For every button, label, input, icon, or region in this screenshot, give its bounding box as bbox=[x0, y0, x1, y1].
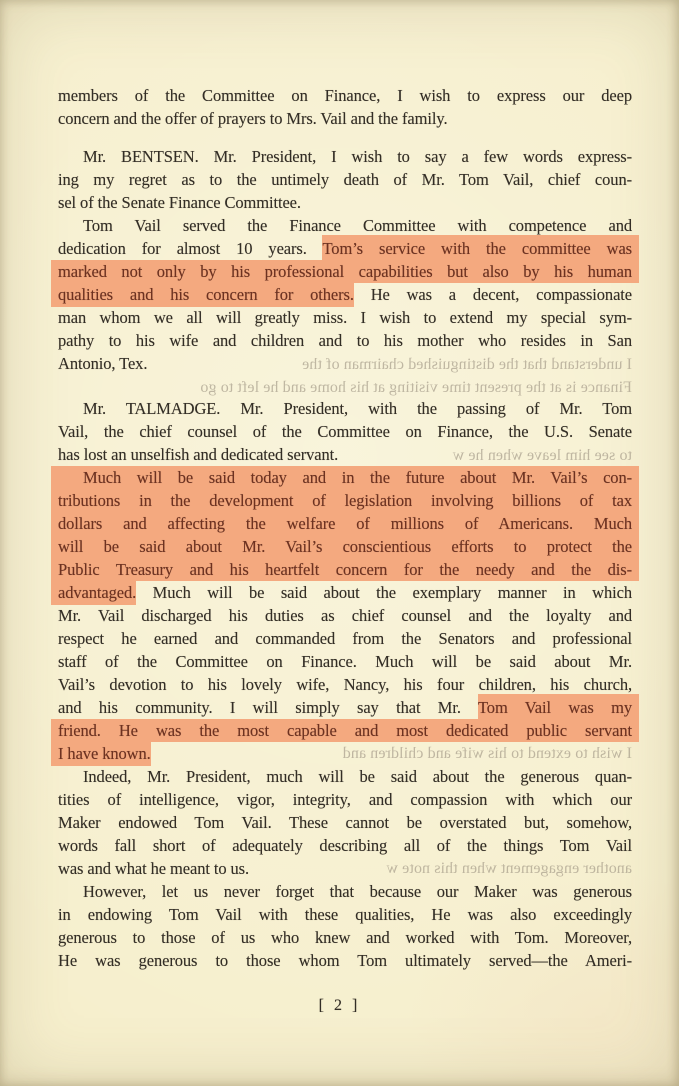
text-line-highlighted bbox=[58, 535, 632, 558]
highlight: Tom’s service with the committee was bbox=[322, 235, 639, 261]
bleed-through-text: Finance is at the present time visiting at his home and he left to go bbox=[200, 379, 632, 396]
text-line bbox=[58, 168, 632, 191]
text-line bbox=[58, 673, 632, 696]
text-segment: Much will be said today and in the future about Mr. Vail’s con- bbox=[83, 468, 632, 487]
text-segment: and his community. I will simply say that Mr. bbox=[58, 698, 478, 717]
bleed-through-text: to see him leave when he w bbox=[452, 447, 632, 464]
text-line bbox=[58, 926, 632, 949]
text-line-highlighted bbox=[58, 489, 632, 512]
highlight: advantaged. bbox=[51, 579, 136, 605]
text-segment: Tom Vail served the Finance Committee with competence and bbox=[83, 216, 632, 235]
text-line bbox=[58, 696, 632, 719]
bleed-through-text: I understand that the distinguished chairman of the bbox=[302, 356, 632, 373]
page-number: [ 2 ] bbox=[318, 997, 361, 1014]
text-line bbox=[58, 604, 632, 627]
text-segment: will be said about Mr. Vail’s conscientious efforts to protect the bbox=[58, 537, 632, 556]
text-line-highlighted bbox=[58, 558, 632, 581]
text-line-highlighted bbox=[58, 260, 632, 283]
text-segment: respect he earned and commanded from the Senators and professional bbox=[58, 629, 632, 648]
bleed-through-text: another engagement when this note w bbox=[386, 860, 632, 877]
text-line bbox=[58, 352, 632, 375]
text-segment: He was generous to those whom Tom ultimately served—the Ameri- bbox=[58, 951, 632, 970]
paragraph bbox=[58, 84, 632, 130]
text-segment: members of the Committee on Finance, I wish to express our deep bbox=[58, 86, 632, 105]
text-segment: tities of intelligence, vigor, integrity, and compassion with which our bbox=[58, 790, 632, 809]
text-line bbox=[58, 788, 632, 811]
paragraph bbox=[58, 145, 632, 214]
text-segment: Vail, the chief counsel of the Committee on Finance, the U.S. Senate bbox=[58, 422, 632, 441]
text-segment: Vail’s devotion to his lovely wife, Nancy, his four children, his church, bbox=[58, 675, 632, 694]
text-segment: man whom we all will greatly miss. I wish to extend my special sym- bbox=[58, 308, 632, 327]
text-line bbox=[58, 742, 632, 765]
text-line bbox=[58, 765, 632, 788]
text-segment: was and what he meant to us. bbox=[58, 859, 250, 878]
text-segment: words fall short of adequately describing all of the things Tom Vail bbox=[58, 836, 632, 855]
text-segment: friend. He was the most capable and most dedicated public servant bbox=[58, 721, 632, 740]
text-segment: pathy to his wife and children and to his mother who resides in San bbox=[58, 331, 632, 350]
bentsen-remarks bbox=[58, 145, 632, 375]
text-line bbox=[58, 237, 632, 260]
text-segment: He was a decent, compassionate bbox=[353, 285, 632, 304]
text-line-highlighted bbox=[58, 719, 632, 742]
bleed-through-text: I wish to extend to his wife and children and bbox=[342, 745, 632, 762]
text-line bbox=[58, 443, 632, 466]
text-segment: Indeed, Mr. President, much will be said about the generous quan- bbox=[83, 767, 632, 786]
text-line bbox=[58, 857, 632, 880]
text-line-highlighted bbox=[58, 466, 632, 489]
talmadge-remarks bbox=[58, 397, 632, 972]
text-segment: sel of the Senate Finance Committee. bbox=[58, 193, 301, 212]
text-segment: tributions in the development of legislation involving billions of tax bbox=[58, 491, 632, 510]
text-segment: dedication for almost 10 years. bbox=[58, 239, 323, 258]
text-line bbox=[58, 811, 632, 834]
highlight: qualities and his concern for others. bbox=[51, 281, 354, 307]
text-segment: Maker endowed Tom Vail. These cannot be overstated but, somehow, bbox=[58, 813, 632, 832]
text-segment: Mr. TALMADGE. Mr. President, with the passing of Mr. Tom bbox=[83, 399, 632, 418]
text-segment: However, let us never forget that because our Maker was generous bbox=[83, 882, 632, 901]
text-line-highlighted bbox=[58, 512, 632, 535]
paragraph bbox=[58, 880, 632, 972]
text-line bbox=[58, 420, 632, 443]
text-segment: Mr. Vail discharged his duties as chief counsel and the loyalty and bbox=[58, 606, 632, 625]
text-line bbox=[58, 214, 632, 237]
text-line bbox=[58, 329, 632, 352]
paragraph bbox=[58, 397, 632, 466]
highlight: I have known. bbox=[51, 740, 151, 766]
text-line bbox=[58, 949, 632, 972]
text-segment: marked not only by his professional capabilities but also by his human bbox=[58, 262, 632, 281]
paragraph bbox=[58, 765, 632, 880]
text-segment: ing my regret as to the untimely death of Mr. Tom Vail, chief coun- bbox=[58, 170, 632, 189]
text-line bbox=[58, 650, 632, 673]
text-segment: generous to those of us who knew and worked with Tom. Moreover, bbox=[58, 928, 632, 947]
text-segment: concern and the offer of prayers to Mrs. Vail and the family. bbox=[58, 109, 448, 128]
text-line bbox=[58, 880, 632, 903]
text-segment: staff of the Committee on Finance. Much will be said about Mr. bbox=[58, 652, 632, 671]
highlight: Tom Vail was my bbox=[478, 694, 639, 720]
text-segment: in endowing Tom Vail with these qualities, He was also exceedingly bbox=[58, 905, 632, 924]
text-line bbox=[58, 107, 632, 130]
paragraph bbox=[58, 466, 632, 765]
text-line bbox=[58, 627, 632, 650]
text-line bbox=[58, 191, 632, 214]
text-segment: Mr. BENTSEN. Mr. President, I wish to say a few words express- bbox=[83, 147, 632, 166]
text-segment: dollars and affecting the welfare of millions of Americans. Much bbox=[58, 514, 632, 533]
paragraph bbox=[58, 214, 632, 375]
text-line bbox=[58, 903, 632, 926]
text-segment: Much will be said about the exemplary manner in which bbox=[136, 583, 632, 602]
continuation-paragraph bbox=[58, 84, 632, 130]
text-line bbox=[58, 834, 632, 857]
text-line bbox=[58, 306, 632, 329]
text-line bbox=[58, 145, 632, 168]
text-segment: Public Treasury and his heartfelt concern for the needy and the dis- bbox=[58, 560, 632, 579]
text-segment: has lost an unselfish and dedicated servant. bbox=[58, 445, 339, 464]
text-line bbox=[58, 283, 632, 306]
text-line bbox=[58, 581, 632, 604]
text-segment: Antonio, Tex. bbox=[58, 354, 148, 373]
text-line bbox=[58, 397, 632, 420]
text-line bbox=[58, 84, 632, 107]
